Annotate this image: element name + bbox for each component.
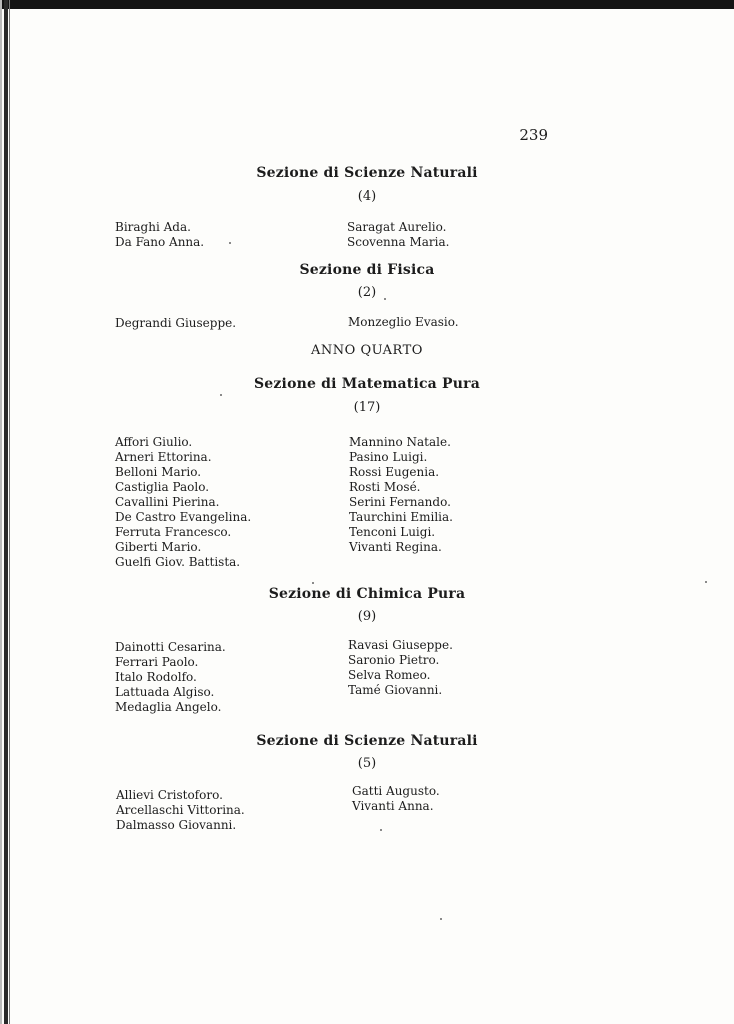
- list-item: Belloni Mario.: [115, 465, 202, 479]
- scan-top-border: [0, 0, 734, 9]
- list-item: Rosti Mosé.: [349, 480, 421, 494]
- section-count: (4): [357, 189, 377, 204]
- left-name-list: [115, 316, 236, 331]
- list-item: De Castro Evangelina.: [115, 510, 252, 524]
- list-item: Mannino Natale.: [349, 435, 451, 449]
- list-item: Ferruta Francesco.: [115, 525, 232, 539]
- list-item: Italo Rodolfo.: [115, 670, 197, 684]
- list-item: Tamé Giovanni.: [348, 683, 443, 697]
- list-item: Monzeglio Evasio.: [348, 315, 459, 329]
- right-name-list: [349, 435, 453, 555]
- list-item: Vivanti Anna.: [352, 799, 434, 813]
- list-item: Castiglia Paolo.: [115, 480, 210, 494]
- list-item: Affori Giulio.: [115, 435, 193, 449]
- left-name-list: [116, 788, 245, 833]
- page-number: 239: [519, 126, 548, 144]
- section-title-matematica-pura: Sezione di Matematica Pura: [253, 376, 480, 392]
- left-name-list: [115, 220, 204, 250]
- scan-binding-edge: [0, 0, 12, 1024]
- list-item: Allievi Cristoforo.: [116, 788, 223, 802]
- section-count: (9): [357, 609, 377, 624]
- scan-speck: [705, 581, 707, 583]
- section-title-scienze-naturali-3: Sezione di Scienze Naturali: [256, 165, 478, 181]
- list-item: Giberti Mario.: [115, 540, 202, 554]
- right-name-list: [348, 315, 459, 330]
- right-name-list: [348, 638, 453, 698]
- section-count: (17): [353, 400, 381, 415]
- list-item: Medaglia Angelo.: [115, 700, 222, 714]
- scan-speck: [220, 394, 222, 396]
- list-item: Biraghi Ada.: [115, 220, 191, 234]
- scan-speck: [384, 298, 386, 300]
- section-title-scienze-naturali-4: Sezione di Scienze Naturali: [256, 733, 478, 749]
- list-item: Dalmasso Giovanni.: [116, 818, 237, 832]
- list-item: Lattuada Algiso.: [115, 685, 215, 699]
- list-item: Degrandi Giuseppe.: [115, 316, 237, 330]
- right-name-list: [347, 220, 449, 250]
- list-item: Saronio Pietro.: [348, 653, 440, 667]
- list-item: Cavallini Pierina.: [115, 495, 220, 509]
- list-item: Saragat Aurelio.: [347, 220, 447, 234]
- section-title-chimica-pura: Sezione di Chimica Pura: [268, 586, 466, 602]
- list-item: Arneri Ettorina.: [115, 450, 212, 464]
- left-name-list: [115, 435, 251, 570]
- list-item: Scovenna Maria.: [347, 235, 450, 249]
- scan-speck: [312, 582, 314, 584]
- section-count: (5): [357, 756, 377, 771]
- list-item: Guelfi Giov. Battista.: [115, 555, 241, 569]
- scan-speck: [380, 829, 382, 831]
- list-item: Taurchini Emilia.: [349, 510, 453, 524]
- list-item: Vivanti Regina.: [349, 540, 442, 554]
- list-item: Tenconi Luigi.: [349, 525, 436, 539]
- list-item: Serini Fernando.: [349, 495, 451, 509]
- scan-speck: [440, 918, 442, 920]
- list-item: Ferrari Paolo.: [115, 655, 199, 669]
- list-item: Arcellaschi Vittorina.: [116, 803, 245, 817]
- scan-speck: [229, 242, 231, 244]
- list-item: Ravasi Giuseppe.: [348, 638, 453, 652]
- list-item: Pasino Luigi.: [349, 450, 428, 464]
- section-count: (2): [357, 285, 377, 300]
- list-item: Da Fano Anna.: [115, 235, 205, 249]
- list-item: Rossi Eugenia.: [349, 465, 440, 479]
- list-item: Gatti Augusto.: [352, 784, 440, 798]
- list-item: Selva Romeo.: [348, 668, 431, 682]
- right-name-list: [352, 784, 440, 814]
- left-name-list: [115, 640, 226, 715]
- list-item: Dainotti Cesarina.: [115, 640, 226, 654]
- section-title-fisica: Sezione di Fisica: [299, 262, 435, 278]
- year-heading: ANNO QUARTO: [311, 343, 423, 358]
